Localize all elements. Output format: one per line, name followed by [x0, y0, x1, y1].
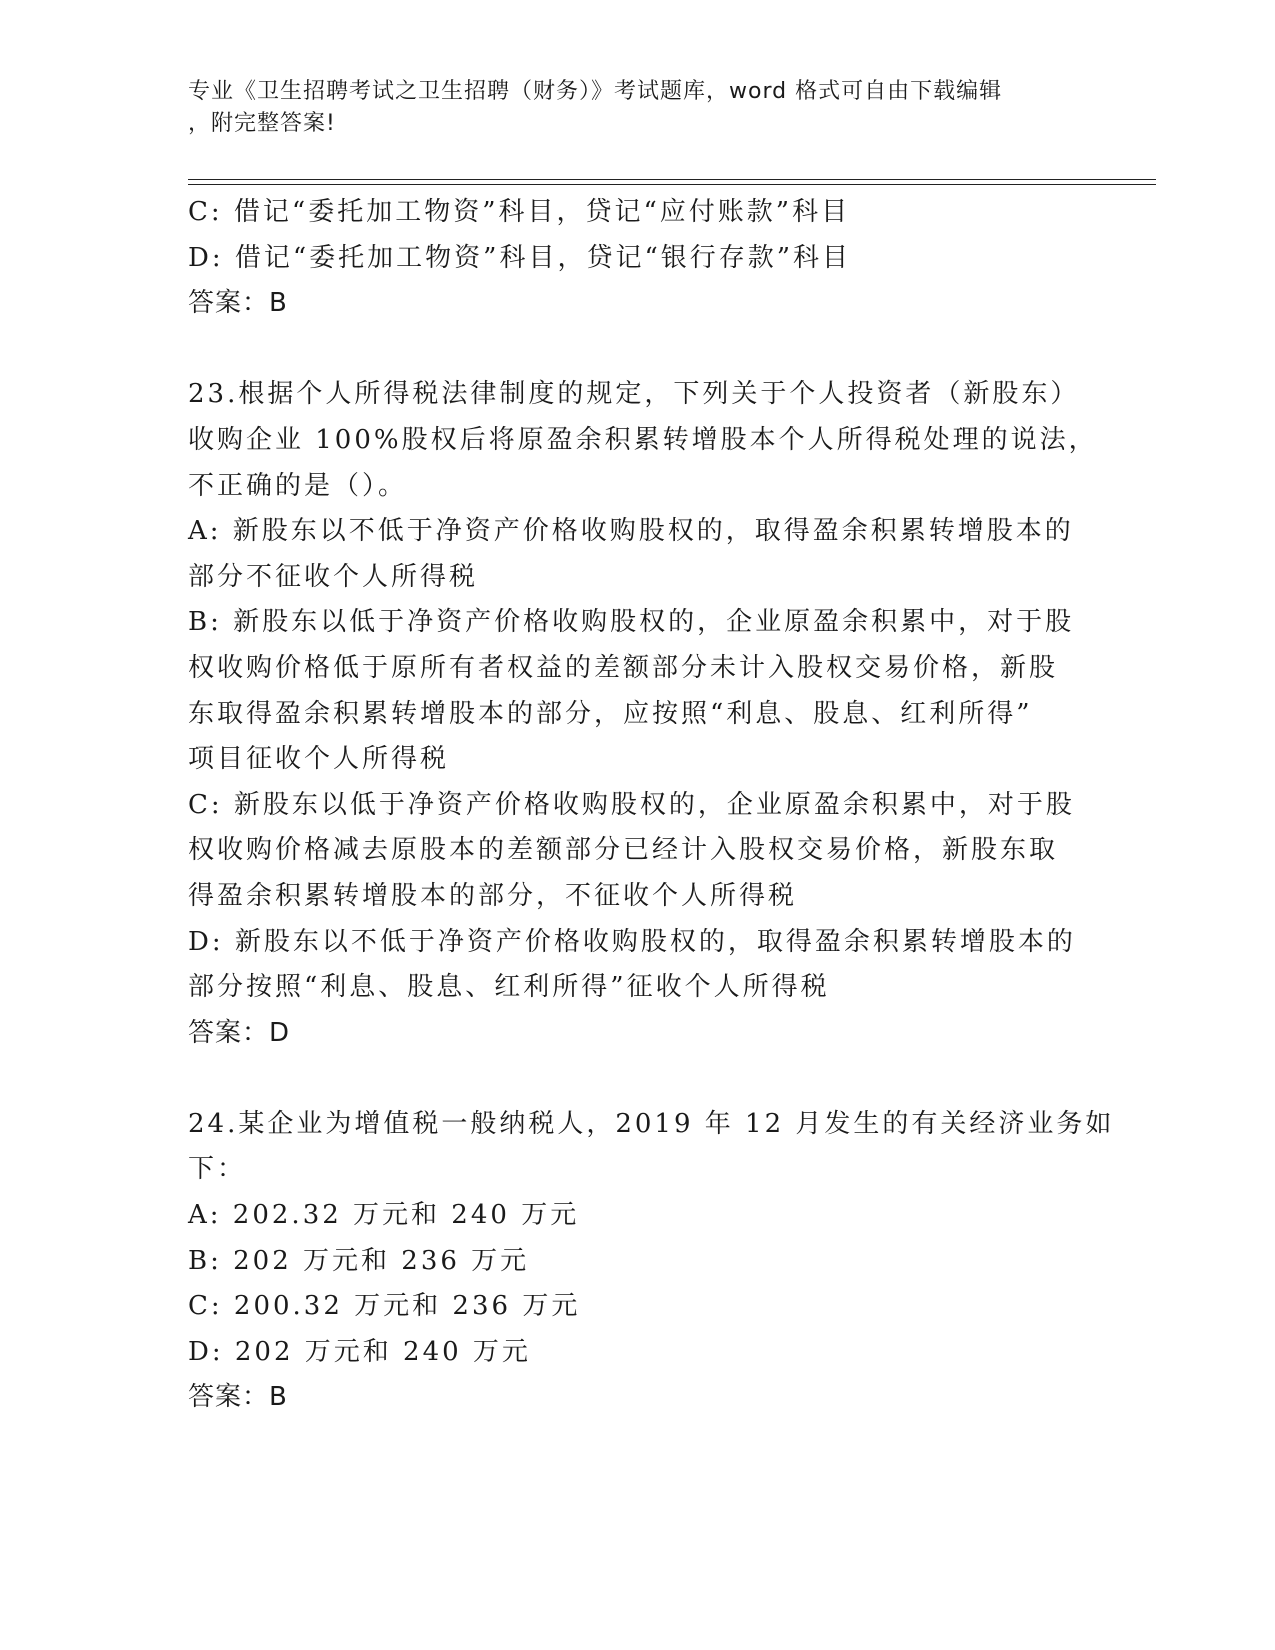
question-24 — [188, 1102, 1115, 1421]
option-b: B: 新股东以低于净资产价格收购股权的，企业原盈余积累中，对于股 — [188, 607, 1075, 638]
question-22-tail — [188, 190, 1088, 327]
answer-line: 答案：D — [188, 1017, 291, 1048]
header-divider-top — [188, 179, 1156, 180]
option-b: B: 202 万元和 236 万元 — [188, 1245, 530, 1276]
option-c-continued: 得盈余积累转增股本的部分，不征收个人所得税 — [188, 880, 798, 911]
question-stem-line: 24.某企业为增值税一般纳税人，2019 年 12 月发生的有关经济业务如 — [188, 1108, 1115, 1139]
question-spacer — [188, 327, 1088, 373]
option-a: A: 202.32 万元和 240 万元 — [188, 1200, 580, 1231]
header-line-2: ，附完整答案! — [188, 111, 336, 136]
page-header — [188, 76, 1068, 140]
option-c: C: 200.32 万元和 236 万元 — [188, 1291, 581, 1322]
question-stem-line: 收购企业 100%股权后将原盈余积累转增股本个人所得税处理的说法， — [188, 424, 1098, 455]
option-d: D: 借记“委托加工物资”科目，贷记“银行存款”科目 — [188, 242, 852, 273]
option-a-continued: 部分不征收个人所得税 — [188, 561, 479, 592]
option-d: D: 新股东以不低于净资产价格收购股权的，取得盈余积累转增股本的 — [188, 926, 1076, 957]
answer-line: 答案：B — [188, 288, 288, 319]
option-a: A: 新股东以不低于净资产价格收购股权的，取得盈余积累转增股本的 — [188, 516, 1074, 547]
document-body — [188, 190, 1115, 1421]
question-spacer — [188, 1056, 1088, 1102]
question-23 — [188, 372, 1098, 1056]
option-b-continued: 项目征收个人所得税 — [188, 744, 450, 775]
option-b-continued: 权收购价格低于原所有者权益的差额部分未计入股权交易价格，新股 — [188, 652, 1059, 683]
header-line-1: 专业《卫生招聘考试之卫生招聘（财务）》考试题库，word 格式可自由下载编辑 — [188, 79, 1003, 104]
question-stem-line: 23.根据个人所得税法律制度的规定，下列关于个人投资者（新股东） — [188, 379, 1080, 410]
option-c-continued: 权收购价格减去原股本的差额部分已经计入股权交易价格，新股东取 — [188, 835, 1059, 866]
question-stem-line: 下： — [188, 1154, 247, 1185]
header-divider-bottom — [188, 184, 1156, 185]
option-b-continued: 东取得盈余积累转增股本的部分，应按照“利息、股息、红利所得” — [188, 698, 1033, 729]
option-d-continued: 部分按照“利息、股息、红利所得”征收个人所得税 — [188, 972, 830, 1003]
question-stem-line: 不正确的是（）。 — [188, 470, 408, 501]
option-c: C: 借记“委托加工物资”科目，贷记“应付账款”科目 — [188, 197, 851, 227]
answer-line: 答案：B — [188, 1382, 288, 1413]
option-d: D: 202 万元和 240 万元 — [188, 1336, 531, 1367]
option-c: C: 新股东以低于净资产价格收购股权的，企业原盈余积累中，对于股 — [188, 789, 1075, 820]
